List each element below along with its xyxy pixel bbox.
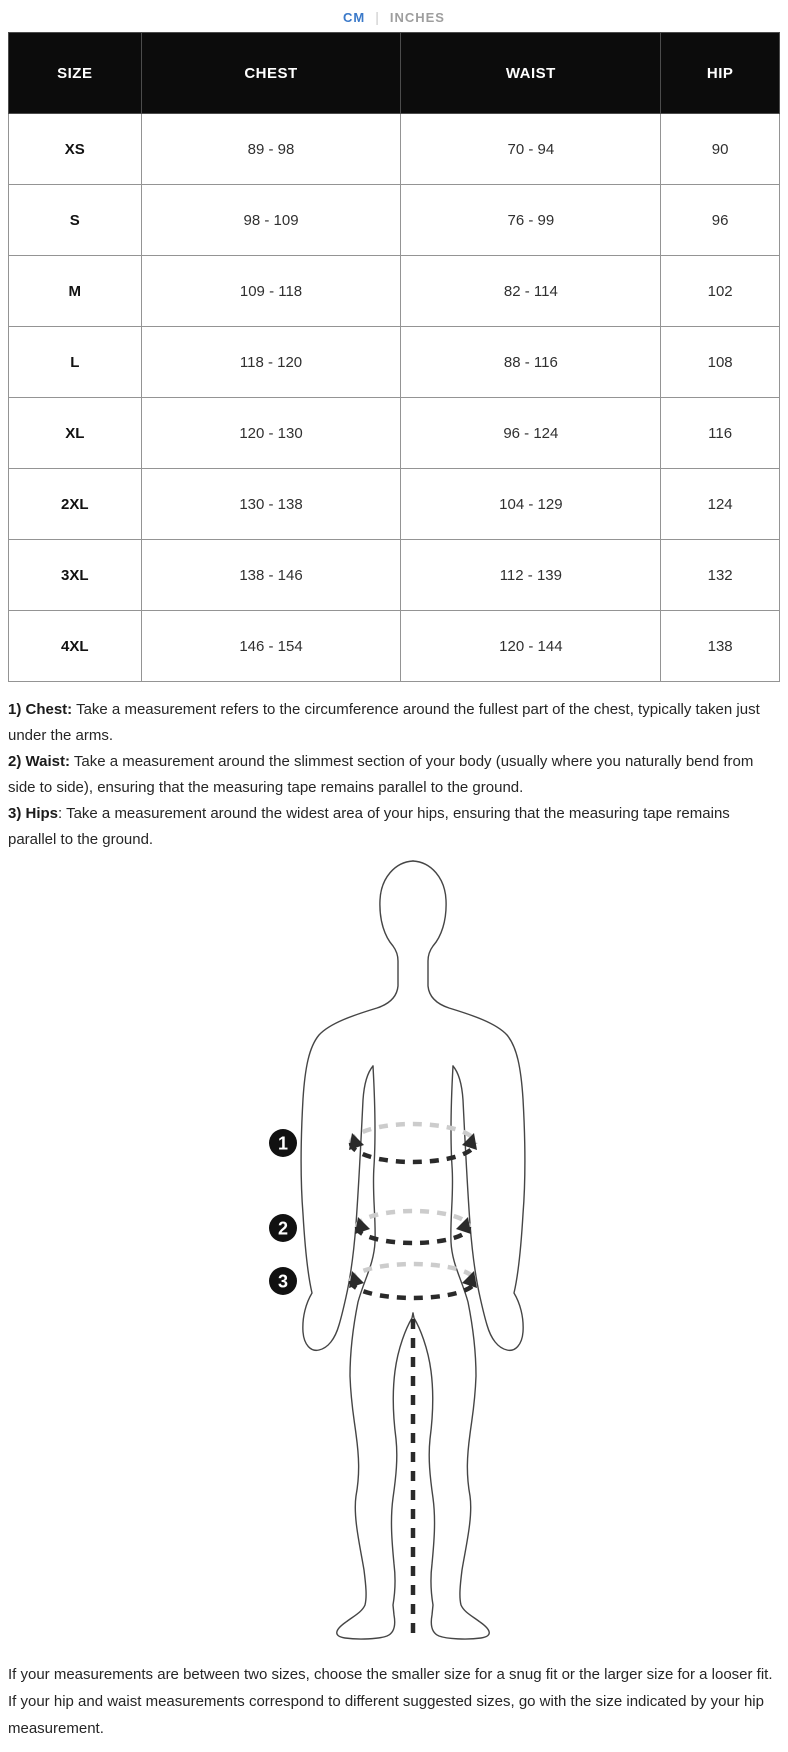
size-cell: 2XL (9, 469, 142, 540)
header-size: SIZE (9, 33, 142, 114)
size-cell: S (9, 185, 142, 256)
waist-cell: 104 - 129 (401, 469, 661, 540)
toggle-divider: | (375, 9, 380, 25)
size-cell: M (9, 256, 142, 327)
waist-cell: 96 - 124 (401, 398, 661, 469)
chest-cell: 130 - 138 (141, 469, 401, 540)
size-cell: 4XL (9, 611, 142, 682)
hip-cell: 102 (661, 256, 780, 327)
size-table-body (9, 114, 780, 682)
measurement-diagram (0, 855, 788, 1647)
instruction-text: Take a measurement around the slimmest section of your body (usually where you naturally bend from side to side), ensuring that the measuring tape remains parallel to the ground. (8, 753, 754, 796)
hip-cell: 138 (661, 611, 780, 682)
marker-1-number: 1 (277, 1133, 289, 1154)
table-row (9, 611, 780, 682)
waist-cell: 112 - 139 (401, 540, 661, 611)
waist-cell: 120 - 144 (401, 611, 661, 682)
hip-ellipse (349, 1264, 477, 1298)
marker-2 (269, 1214, 297, 1242)
table-row (9, 398, 780, 469)
hip-cell: 90 (661, 114, 780, 185)
table-row (9, 469, 780, 540)
table-row (9, 185, 780, 256)
marker-3 (269, 1267, 297, 1295)
hip-cell: 108 (661, 327, 780, 398)
chest-ellipse (349, 1124, 477, 1162)
table-row (9, 327, 780, 398)
chest-cell: 118 - 120 (141, 327, 401, 398)
marker-3-number: 3 (277, 1271, 289, 1292)
instruction-item (8, 697, 780, 749)
chest-cell: 109 - 118 (141, 256, 401, 327)
size-cell: L (9, 327, 142, 398)
instruction-text: : Take a measurement around the widest area of your hips, ensuring that the measuring tape remains parallel to the ground. (8, 805, 730, 848)
chest-cell: 146 - 154 (141, 611, 401, 682)
instructions (8, 697, 780, 853)
size-cell: XS (9, 114, 142, 185)
waist-ellipse (355, 1211, 471, 1243)
table-row (9, 256, 780, 327)
header-waist: WAIST (401, 33, 661, 114)
chest-cell: 120 - 130 (141, 398, 401, 469)
chest-cell: 89 - 98 (141, 114, 401, 185)
size-table-header (9, 33, 780, 114)
waist-cell: 88 - 116 (401, 327, 661, 398)
cm-toggle-button[interactable]: CM (343, 9, 366, 25)
header-chest: CHEST (141, 33, 401, 114)
instruction-label: 1) Chest: (8, 701, 73, 718)
instruction-text: Take a measurement refers to the circumference around the fullest part of the chest, typically taken just under the arms. (8, 701, 760, 744)
hip-cell: 132 (661, 540, 780, 611)
instruction-item (8, 801, 780, 853)
header-row (9, 33, 780, 114)
size-cell: 3XL (9, 540, 142, 611)
marker-2-number: 2 (277, 1218, 289, 1239)
instruction-label: 2) Waist: (8, 753, 70, 770)
size-cell: XL (9, 398, 142, 469)
body-figure-svg (0, 855, 788, 1647)
instruction-label: 3) Hips (8, 805, 59, 822)
table-row (9, 540, 780, 611)
waist-cell: 76 - 99 (401, 185, 661, 256)
marker-1 (269, 1129, 297, 1157)
hip-cell: 124 (661, 469, 780, 540)
header-hip: HIP (661, 33, 780, 114)
inches-toggle-button[interactable]: INCHES (389, 9, 445, 25)
size-table (8, 32, 780, 682)
table-row (9, 114, 780, 185)
hip-cell: 116 (661, 398, 780, 469)
figure-outline (301, 861, 525, 1639)
unit-toggle (0, 0, 788, 32)
instruction-item (8, 749, 780, 801)
footer-note: If your measurements are between two sizes, choose the smaller size for a snug fit or the larger size for a looser fit. If your hip and waist measurements correspond to different suggested sizes, go with the size indicated by your hip measurement. (8, 1666, 773, 1737)
hip-cell: 96 (661, 185, 780, 256)
chest-cell: 98 - 109 (141, 185, 401, 256)
chest-cell: 138 - 146 (141, 540, 401, 611)
waist-cell: 82 - 114 (401, 256, 661, 327)
waist-cell: 70 - 94 (401, 114, 661, 185)
